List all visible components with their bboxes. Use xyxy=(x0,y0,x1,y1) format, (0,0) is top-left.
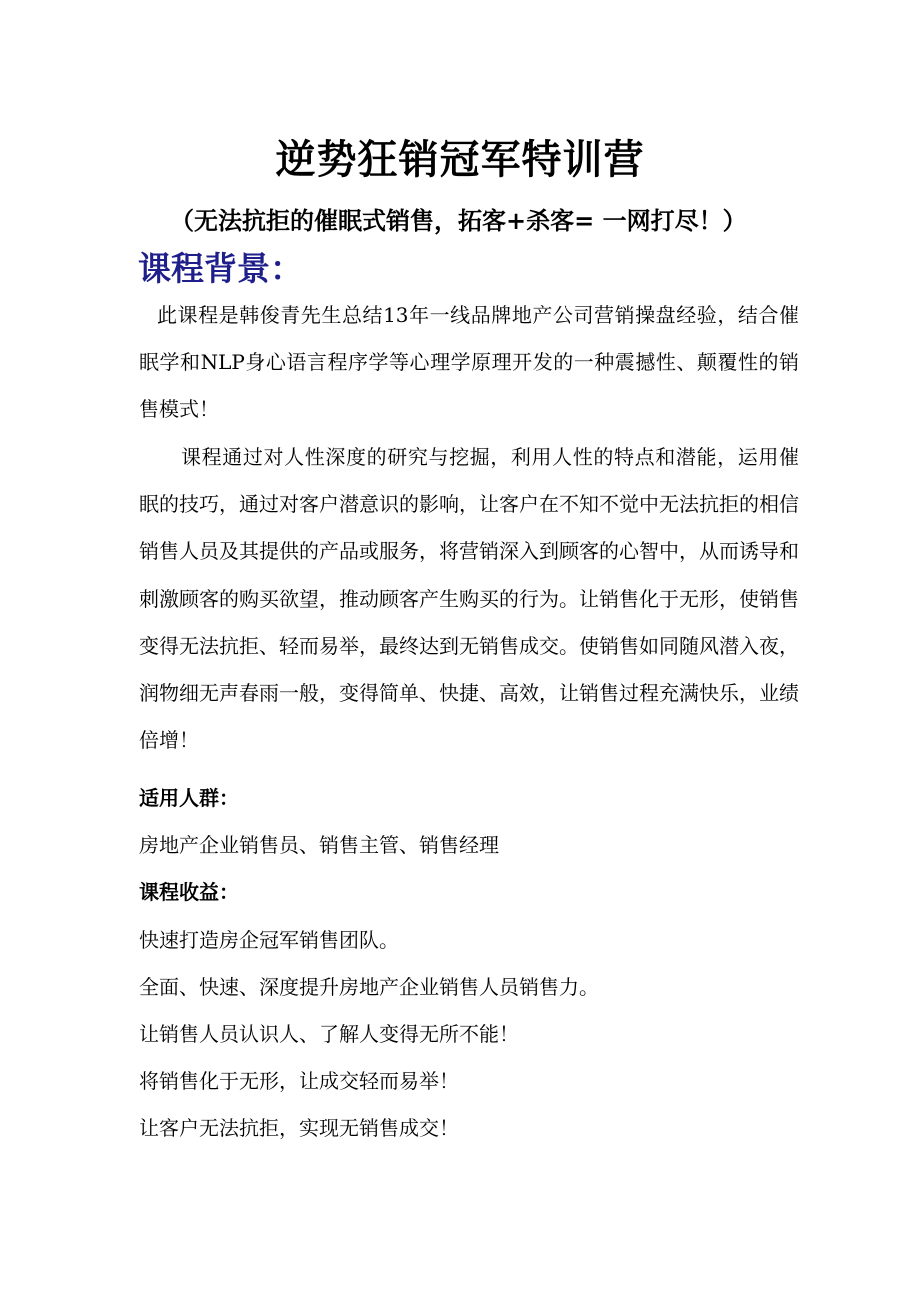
benefit-item: 全面、快速、深度提升房地产企业销售人员销售力。 xyxy=(139,975,599,999)
audience-text: 房地产企业销售员、销售主管、销售经理 xyxy=(139,833,499,857)
benefit-item: 将销售化于无形，让成交轻而易举！ xyxy=(139,1069,459,1093)
benefit-item: 让客户无法抗拒，实现无销售成交！ xyxy=(139,1116,459,1140)
benefit-item: 让销售人员认识人、了解人变得无所不能！ xyxy=(139,1022,519,1046)
document-title: 逆势狂销冠军特训营 xyxy=(275,136,645,183)
background-heading: 课程背景： xyxy=(138,249,303,288)
document-subtitle: （无法抗拒的催眠式销售，拓客+杀客= 一网打尽！） xyxy=(170,206,747,235)
audience-label: 适用人群： xyxy=(139,786,239,810)
background-paragraph-1: 此课程是韩俊青先生总结13年一线品牌地产公司营销操盘经验，结合催眠学和NLP身心语言程序学等心理学原理开发的一种震撼性、颠覆性的销售模式！ xyxy=(139,303,799,422)
background-paragraph-2: 课程通过对人性深度的研究与挖掘，利用人性的特点和潜能，运用催眠的技巧，通过对客户潜意识的影响，让客户在不知不觉中无法抗拒的相信销售人员及其提供的产品或服务，将营销深入到顾客的心智中，从而诱导和刺激顾客的购买欲望，推动顾客产生购买的行为。让销售化于无形，使销售变得无法抗拒、轻而易举，最终达到无销售成交。使销售如同随风潜入夜，润物细无声春雨一般，变得简单、快捷、高效，让销售过程充满快乐，业绩倍增！ xyxy=(139,445,799,753)
benefits-label: 课程收益： xyxy=(139,880,239,904)
benefit-item: 快速打造房企冠军销售团队。 xyxy=(139,928,399,952)
